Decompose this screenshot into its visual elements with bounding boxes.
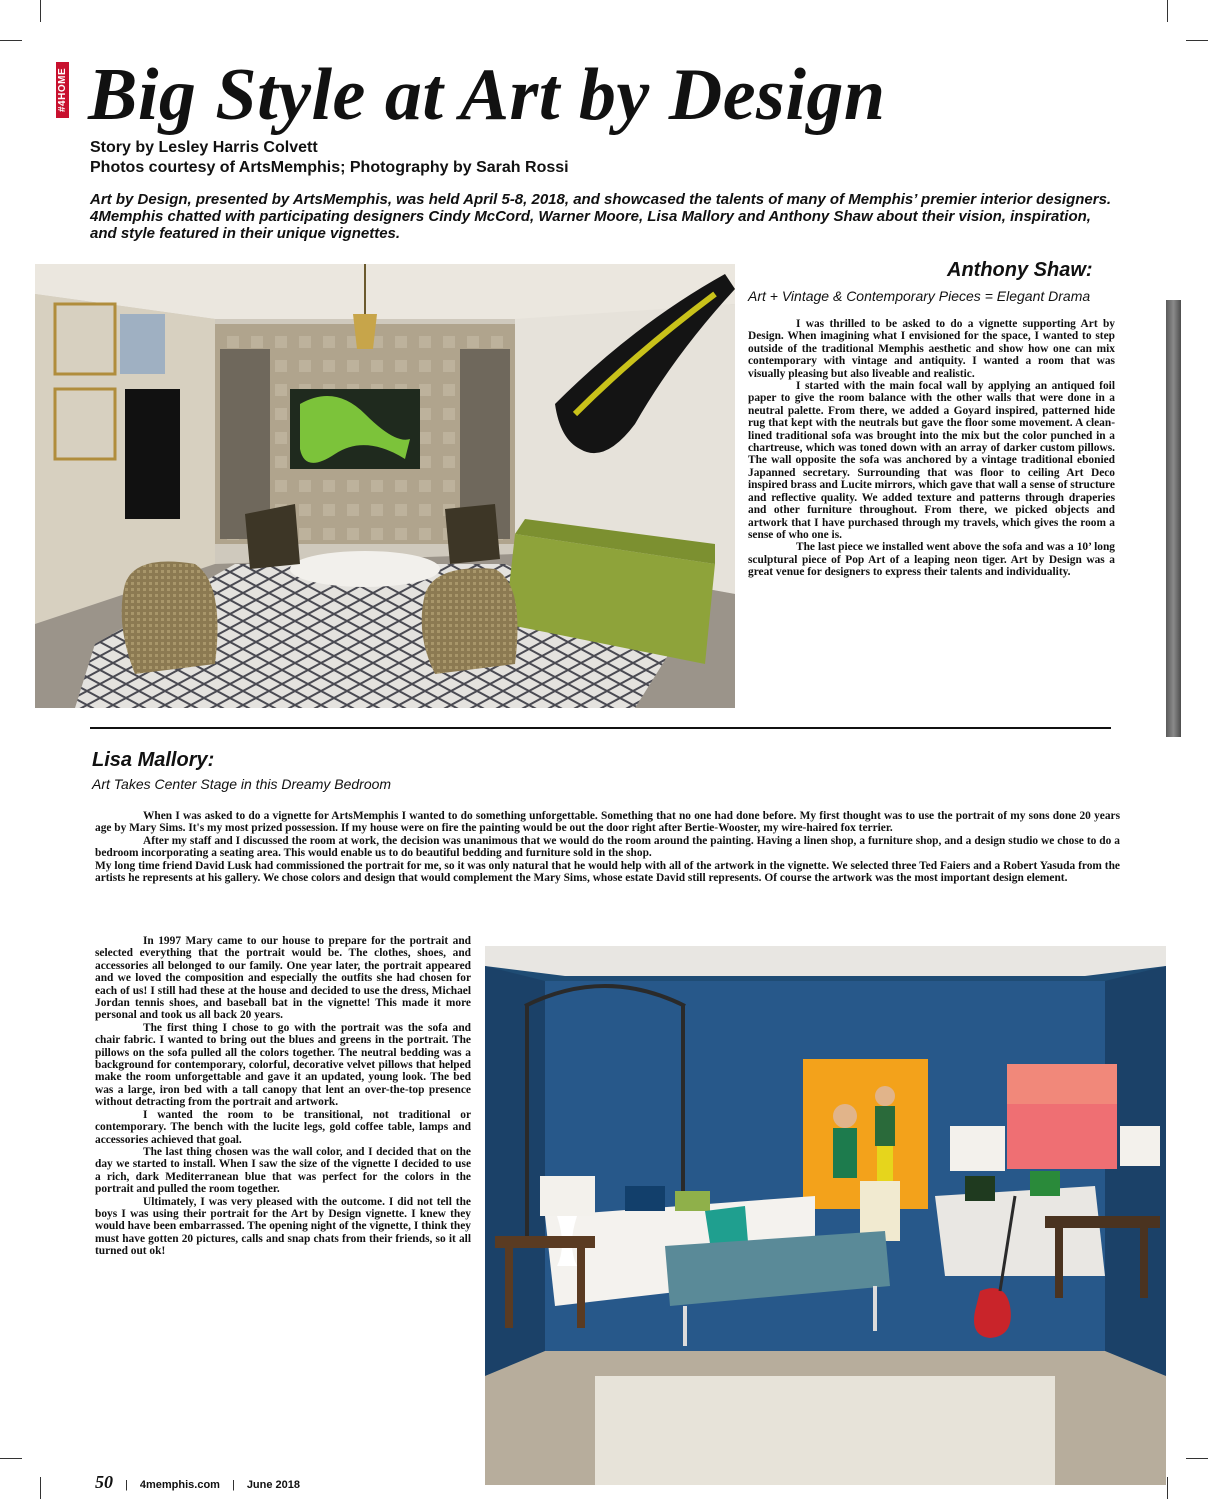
intro-paragraph: Art by Design, presented by ArtsMemphis, was held April 5-8, 2018, and showcased the talents of many of Memphis’ premier interior designers. 4Memphis chatted with participating designers Cindy McCord, Warner Moore, Lisa Mallory and Anthony Shaw about their vision, inspiration, and style featured in their unique vignettes.	[90, 191, 1112, 242]
lisa-paragraph: When I was asked to do a vignette for ArtsMemphis I wanted to do something unforgettable. Something that no one had done before. My first thought was to use the portrait of my sons done 20 years age by Mary Sims. It's my most prized possession. If my house were on fire the painting would be out the door right after Bertie-Wooster, my wire-haired fox terrier.	[95, 810, 1120, 835]
page-edge-strip	[1166, 300, 1181, 737]
lisa-subtitle: Art Takes Center Stage in this Dreamy Bedroom	[92, 776, 392, 792]
footer-date: June 2018	[246, 1479, 301, 1491]
article-title: Big Style at Art by Design	[88, 54, 886, 136]
anthony-subtitle: Art + Vintage & Contemporary Pieces = Elegant Drama	[748, 288, 1091, 304]
lisa-paragraph: The first thing I chose to go with the portrait was the sofa and chair fabric. I wanted to bring out the blues and greens in the portrait. The pillows on the sofa pulled all the colors together. The neutral bedding was a background for contemporary, colorful, decorative velvet pillows that helped make the room unforgettable and gave it an updated, young look. The bed was a large, iron bed with a tall canopy that lent an over-the-top presence without detracting from the portrait and artwork.	[95, 1021, 471, 1109]
anthony-body	[748, 318, 1115, 579]
crop-mark	[1167, 1477, 1168, 1499]
bedroom-photo	[485, 946, 1166, 1485]
page-footer	[95, 1472, 300, 1493]
story-credit: Story by Lesley Harris Colvett	[90, 139, 318, 156]
lisa-paragraph: Ultimately, I was very pleased with the outcome. I did not tell the boys I was using their portrait for the Art by Design vignette. I knew they would have been embarrassed. The opening night of the vignette, I think they must have gotten 20 pictures, calls and snap chats from their friends, so it all turned out ok!	[95, 1195, 471, 1258]
section-divider	[90, 727, 1111, 729]
lisa-paragraph: After my staff and I discussed the room at work, the decision was unanimous that we would do the room around the painting. Having a linen shop, a furniture shop, and a design studio we chose to do a bedroom incorporating a seating area. This would enable us to do beautiful bedding and furniture sold in the shop.	[95, 834, 1120, 860]
lisa-paragraph: In 1997 Mary came to our house to prepare for the portrait and selected everything that the portrait would be. The clothes, shoes, and accessories all belonged to our family. One year later, the portrait appeared and we loved the composition and especially the outfits she had chosen for each of us! I still had these at the house and decided to use the dress, Michael Jordan tennis shoes, and baseball bat in the vignette! This made it more personal and took us all back 20 years.	[95, 935, 471, 1022]
anthony-heading: Anthony Shaw:	[947, 259, 1093, 281]
crop-mark	[40, 0, 41, 22]
living-room-photo	[35, 264, 735, 708]
anthony-paragraph: I was thrilled to be asked to do a vignette supporting Art by Design. When imagining what I envisioned for the space, I wanted to step outside of the traditional Memphis aesthetic and show how one can mix contemporary with vintage and antiquity. I wanted a room that was visually pleasing but also liveable and realistic.	[748, 318, 1115, 380]
lisa-paragraph: I wanted the room to be transitional, not traditional or contemporary. The bench with the lucite legs, gold coffee table, lamps and accessories achieved that goal.	[95, 1108, 471, 1146]
crop-mark	[0, 40, 22, 41]
lisa-heading: Lisa Mallory:	[92, 749, 215, 771]
crop-mark	[1167, 0, 1168, 22]
footer-separator: |	[231, 1479, 235, 1491]
lisa-paragraph: The last thing chosen was the wall color, and I decided that on the day we started to install. When I saw the size of the vignette I decided to use a rich, dark Mediterranean blue that was perfect for the colors in the portrait and pulled the room together.	[95, 1145, 471, 1196]
anthony-paragraph: I started with the main focal wall by applying an antiqued foil paper to give the room balance with the other walls that were done in a neutral palette. From there, we added a Goyard inspired, patterned hide rug that kept with the neutrals but gave the floor some movement. A clean-lined traditional sofa was brought into the mix but the color punched in a chartreuse, which was toned down with an array of darker custom pillows. The wall opposite the sofa was anchored by a vintage traditional ebonied Japanned secretary. Surrounding that was floor to ceiling Art Deco inspired brass and Lucite mirrors, which gave that wall a sense of structure and reflective quality. We added texture and patterns through draperies and other furniture throughout. From there, we picked objects and artwork that I have purchased through my travels, which gives the room a sense of who one is.	[748, 380, 1115, 541]
lisa-column-body	[95, 935, 471, 1258]
byline	[90, 138, 569, 178]
photo-credit: Photos courtesy of ArtsMemphis; Photography by Sarah Rossi	[90, 159, 569, 176]
footer-separator: |	[125, 1479, 128, 1491]
crop-mark	[1186, 1458, 1208, 1459]
crop-mark	[1186, 40, 1208, 41]
crop-mark	[40, 1477, 41, 1499]
crop-mark	[0, 1458, 22, 1459]
page-number: 50	[95, 1472, 113, 1492]
section-tag: #4HOME	[56, 62, 69, 118]
footer-site: 4memphis.com	[139, 1479, 220, 1491]
anthony-paragraph: The last piece we installed went above the sofa and was a 10’ long sculptural piece of Pop Art of a leaping neon tiger. Art by Design was a great venue for designers to express their talents and individuality.	[748, 541, 1115, 579]
lisa-wide-body	[95, 810, 1120, 884]
lisa-paragraph: My long time friend David Lusk had commissioned the portrait for me, so it was only natural that he would help with all of the artwork in the vignette. We selected three Ted Faiers and a Robert Yasuda from the artists he represents at his gallery. We chose colors and design that would complement the Mary Sims, whose estate David still represents. Of course the artwork was the most important design element.	[95, 859, 1120, 885]
